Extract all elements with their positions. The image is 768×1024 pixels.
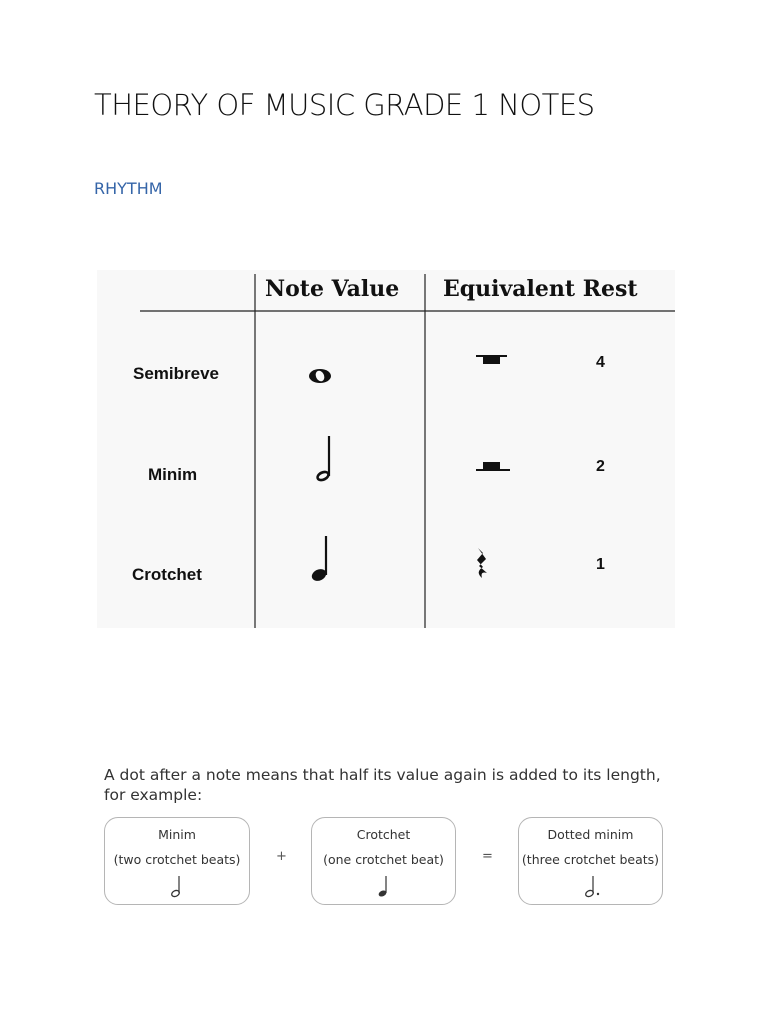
crotchet-note-icon — [310, 536, 328, 583]
box-title: Minim — [158, 827, 196, 842]
semibreve-rest-icon — [476, 356, 507, 364]
box-beats: (two crotchet beats) — [113, 852, 241, 867]
document-title: THEORY OF MUSIC GRADE 1 NOTES — [94, 88, 595, 122]
beats-crotchet: 1 — [596, 556, 605, 573]
box-beats: (three crotchet beats) — [521, 852, 660, 867]
note-box-minim — [104, 817, 250, 905]
plus-sign: + — [276, 849, 287, 864]
box-title: Crotchet — [356, 827, 411, 842]
minim-note-icon — [315, 436, 332, 483]
semibreve-note-icon — [309, 369, 331, 383]
beats-semibreve: 4 — [596, 354, 605, 371]
note-value-header: Note Value — [265, 276, 400, 302]
crotchet-rest-icon — [477, 548, 487, 578]
rhythm-table — [97, 270, 675, 628]
dotted-note-explanation: A dot after a note means that half its value again is added to its length, for example: — [104, 766, 661, 804]
row-label-minim: Minim — [148, 465, 198, 484]
box-beats: (one crotchet beat) — [323, 852, 444, 867]
note-box-crotchet — [311, 817, 456, 905]
minim-note-icon — [169, 874, 185, 898]
equals-sign: = — [482, 849, 493, 864]
note-box-dotted-minim — [518, 817, 663, 905]
crotchet-note-icon — [376, 874, 392, 898]
box-title: Dotted minim — [547, 827, 634, 842]
row-label-semibreve: Semibreve — [133, 364, 219, 383]
equivalent-rest-header: Equivalent Rest — [443, 276, 638, 302]
row-label-crotchet: Crotchet — [132, 565, 202, 584]
dotted-minim-note-icon — [583, 874, 603, 898]
section-heading-rhythm: RHYTHM — [94, 179, 163, 198]
minim-rest-icon — [476, 462, 510, 470]
beats-minim: 2 — [596, 458, 605, 475]
